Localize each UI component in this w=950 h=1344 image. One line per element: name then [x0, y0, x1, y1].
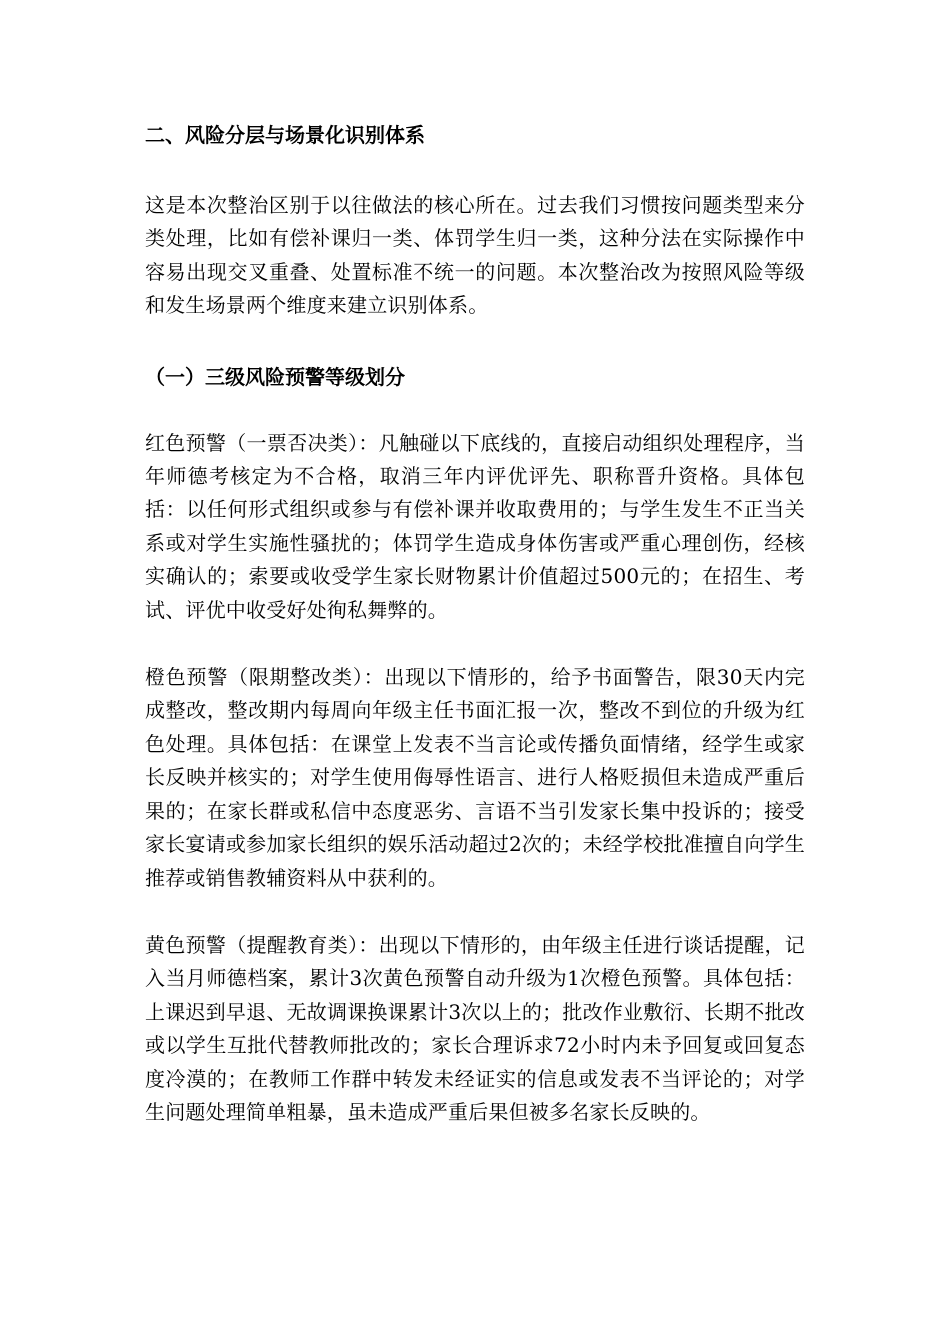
red-warning-paragraph: 红色预警（一票否决类）：凡触碰以下底线的，直接启动组织处理程序，当年师德考核定为不合格，取消三年内评优评先、职称晋升资格。具体包括：以任何形式组织或参与有偿补课并收取费用的；与学生发生不正当关系或对学生实施性骚扰的；体罚学生造成身体伤害或严重心理创伤，经核实确认的；索要或收受学生家长财物累计价值超过500元的；在招生、考试、评优中收受好处徇私舞弊的。 [145, 430, 805, 622]
section-heading: 二、风险分层与场景化识别体系 [145, 123, 425, 147]
orange-warning-paragraph: 橙色预警（限期整改类）：出现以下情形的，给予书面警告，限30天内完成整改，整改期内每周向年级主任书面汇报一次，整改不到位的升级为红色处理。具体包括：在课堂上发表不当言论或传播负面情绪，经学生或家长反映并核实的；对学生使用侮辱性语言、进行人格贬损但未造成严重后果的；在家长群或私信中态度恶劣、言语不当引发家长集中投诉的；接受家长宴请或参加家长组织的娱乐活动超过2次的；未经学校批准擅自向学生推荐或销售教辅资料从中获利的。 [145, 665, 805, 890]
intro-paragraph: 这是本次整治区别于以往做法的核心所在。过去我们习惯按问题类型来分类处理，比如有偿补课归一类、体罚学生归一类，这种分法在实际操作中容易出现交叉重叠、处置标准不统一的问题。本次整治改为按照风险等级和发生场景两个维度来建立识别体系。 [145, 193, 805, 318]
document-page [145, 118, 805, 1129]
subsection-heading: （一）三级风险预警等级划分 [145, 364, 405, 389]
yellow-warning-paragraph: 黄色预警（提醒教育类）：出现以下情形的，由年级主任进行谈话提醒，记入当月师德档案，累计3次黄色预警自动升级为1次橙色预警。具体包括：上课迟到早退、无故调课换课累计3次以上的；批改作业敷衍、长期不批改或以学生互批代替教师批改的；家长合理诉求72小时内未予回复或回复态度冷漠的；在教师工作群中转发未经证实的信息或发表不当评论的；对学生问题处理简单粗暴，虽未造成严重后果但被多名家长反映的。 [145, 932, 805, 1124]
